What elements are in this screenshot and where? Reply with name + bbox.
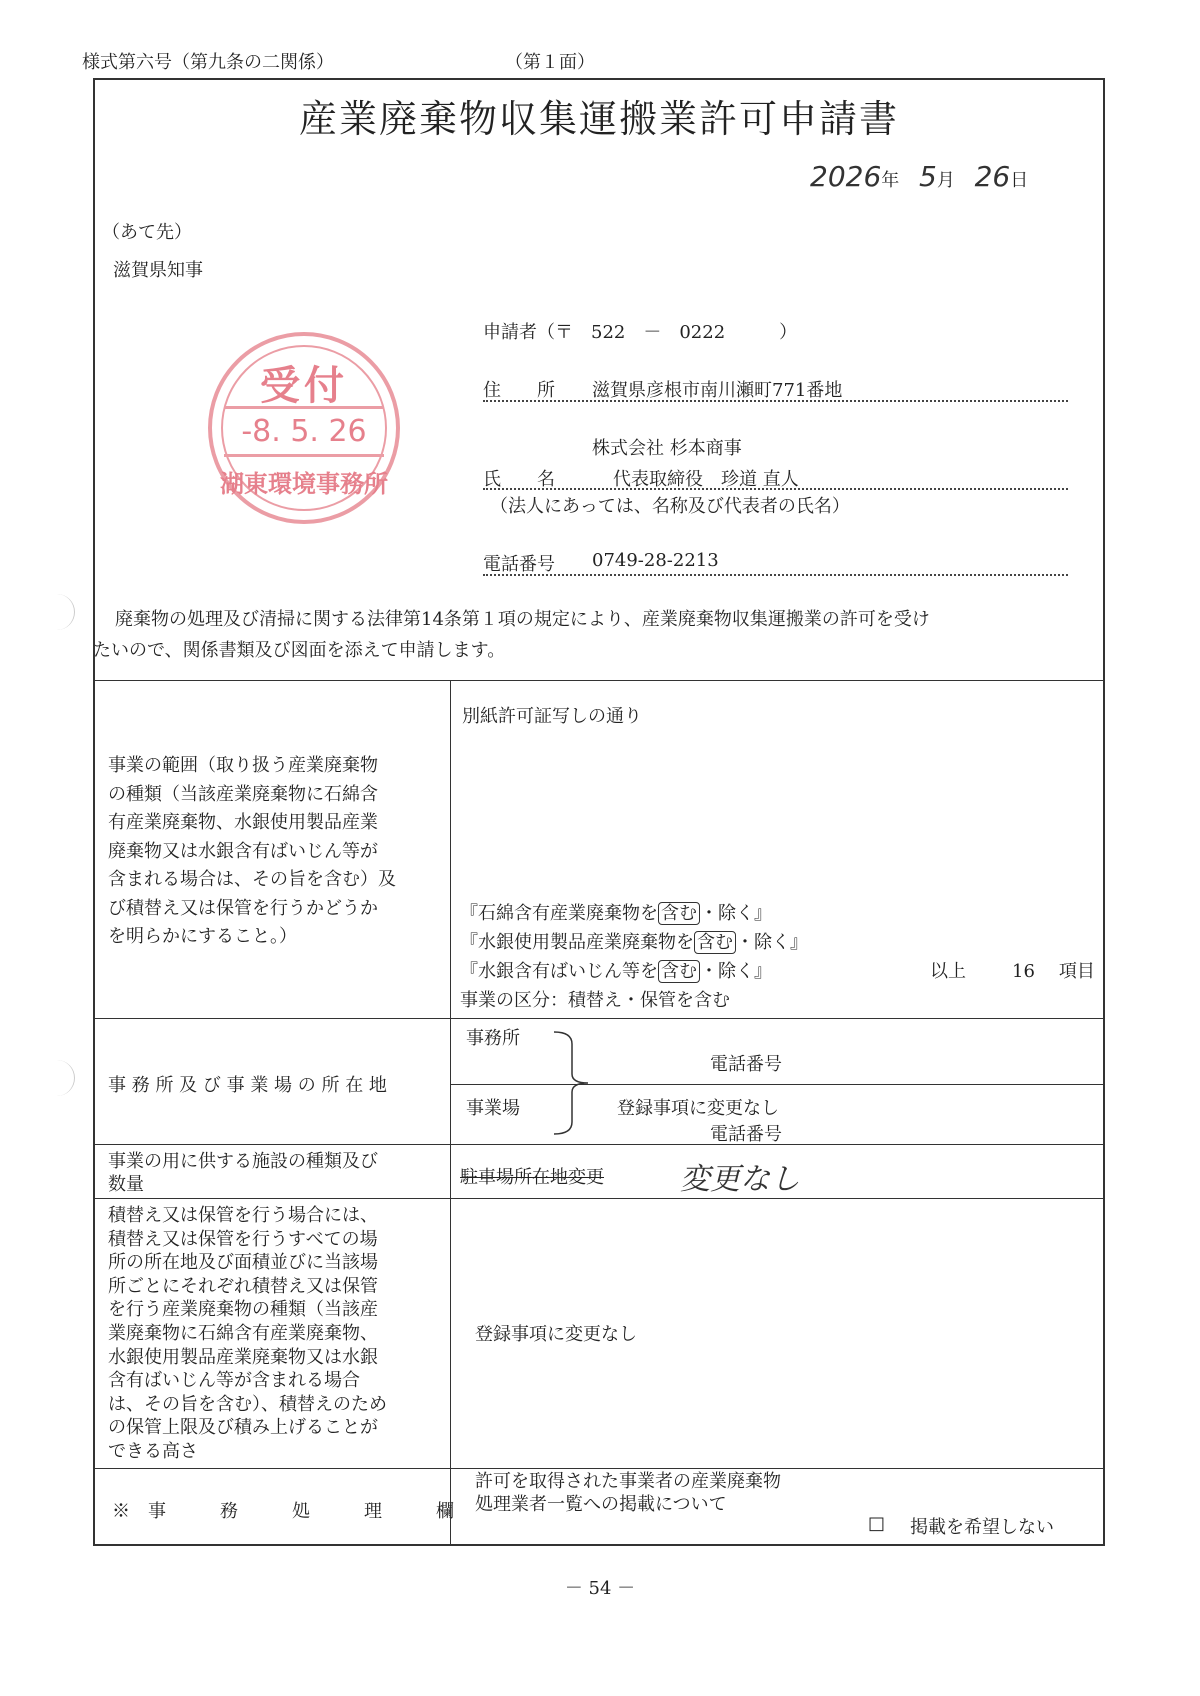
document-title: 産業廃棄物収集運搬業許可申請書 <box>298 97 899 141</box>
page-number: － 54 － <box>564 1578 636 1599</box>
office-label: 事務所 <box>466 1028 520 1049</box>
name-label: 氏 名 <box>483 469 555 490</box>
form-face: （第１面） <box>505 52 595 73</box>
office-use-label: ※ 事 務 処 理 欄 <box>112 1501 454 1522</box>
form-number: 様式第六号（第九条の二関係） <box>82 52 334 73</box>
facilities-handwritten: 変更なし <box>680 1162 800 1197</box>
mercury-dust-option: 『水銀含有ばいじん等を 含む ・除く』 <box>460 961 772 982</box>
phone-label: 電話番号 <box>483 554 555 575</box>
publication-checkbox[interactable]: □ <box>868 1513 886 1534</box>
facilities-label: 事業の用に供する施設の種類及び 数量 <box>108 1151 378 1195</box>
address-label: 住 所 <box>483 380 555 401</box>
site-phone-label: 電話番号 <box>710 1124 782 1145</box>
date-month: 5 <box>919 160 937 193</box>
addressee-label: （あて先） <box>102 222 192 243</box>
punch-hole-mark <box>48 594 75 630</box>
applicant-phone: 0749-28-2213 <box>592 550 719 571</box>
storage-label: 積替え又は保管を行う場合には、 積替え又は保管を行うすべての場 所の所在地及び面積並びに当該場 所ごとにそれぞれ積替え又は保管 を行う産業廃棄物の種類（当該産 業廃棄物に石綿含有産業廃棄物、 水銀使用製品産業廃棄物又は水銀 含有ばいじん等が含まれる場合 は、その旨を含む）、積替えのため の保管上限及び積み上げることが できる高さ <box>108 1205 387 1462</box>
scope-content: 別紙許可証写しの通り <box>462 706 642 727</box>
mercury-product-option: 『水銀使用製品産業廃棄物を 含む ・除く』 <box>460 932 808 953</box>
row-rule-1 <box>93 1018 1105 1019</box>
date-year: 2026 <box>810 160 882 193</box>
table-top-rule <box>93 680 1105 681</box>
stamp-date: -8. 5. 26 <box>241 414 367 449</box>
intro-line-2: たいので、関係書類及び図面を添えて申請します。 <box>93 640 506 661</box>
business-category: 事業の区分：積替え・保管を含む <box>460 990 730 1011</box>
scope-total: 以上 16 項目 <box>930 961 1095 982</box>
storage-content: 登録事項に変更なし <box>475 1324 637 1345</box>
location-no-change: 登録事項に変更なし <box>617 1098 779 1119</box>
date-day: 26 <box>974 160 1011 193</box>
scope-label: 事業の範囲（取り扱う産業廃棄物 の種類（当該産業廃棄物に石綿含 有産業廃棄物、水銀使用製品産業 廃棄物又は水銀含有ばいじん等が 含まれる場合は、その旨を含む）及 び積替え又は保管を行うかどうか を明らかにすること。） <box>108 755 396 947</box>
intro-line-1: 廃棄物の処理及び清掃に関する法律第14条第１項の規定により、産業廃棄物収集運搬業の許可を受け <box>115 609 930 630</box>
address-underline <box>483 400 1068 402</box>
asbestos-option: 『石綿含有産業廃棄物を 含む ・除く』 <box>460 903 772 924</box>
row-rule-2 <box>93 1144 1105 1145</box>
reception-stamp <box>208 332 400 524</box>
office-use-line-2: 処理業者一覧への掲載について <box>475 1494 727 1515</box>
applicant-company: 株式会社 杉本商事 <box>592 438 742 459</box>
publication-option-label: 掲載を希望しない <box>910 1517 1054 1538</box>
name-underline <box>483 488 1068 490</box>
office-phone-label: 電話番号 <box>710 1054 782 1075</box>
stamp-office: 湖東環境事務所 <box>220 469 388 498</box>
stamp-received: 受付 <box>260 362 348 409</box>
table-column-divider <box>450 680 451 1546</box>
name-note: （法人にあっては、名称及び代表者の氏名） <box>490 496 850 517</box>
applicant-representative: 代表取締役 珍道 直人 <box>613 469 799 490</box>
facilities-struck-text: 駐車場所在地変更 <box>460 1167 604 1188</box>
row-rule-3 <box>93 1198 1105 1199</box>
addressee-name: 滋賀県知事 <box>113 260 203 281</box>
office-use-line-1: 許可を取得された事業者の産業廃棄物 <box>475 1471 781 1492</box>
applicant-postal: 申請者（〒 522 － 0222 ） <box>483 322 798 343</box>
phone-underline <box>483 574 1068 576</box>
location-label: 事 務 所 及 び 事 業 場 の 所 在 地 <box>108 1075 387 1096</box>
row-rule-location-split <box>450 1084 1105 1085</box>
site-label: 事業場 <box>466 1098 520 1119</box>
location-brace <box>550 1030 600 1136</box>
applicant-address: 滋賀県彦根市南川瀬町771番地 <box>592 380 843 401</box>
punch-hole-mark <box>48 1060 75 1096</box>
application-date: 2026年 5月 26日 <box>810 160 1029 193</box>
